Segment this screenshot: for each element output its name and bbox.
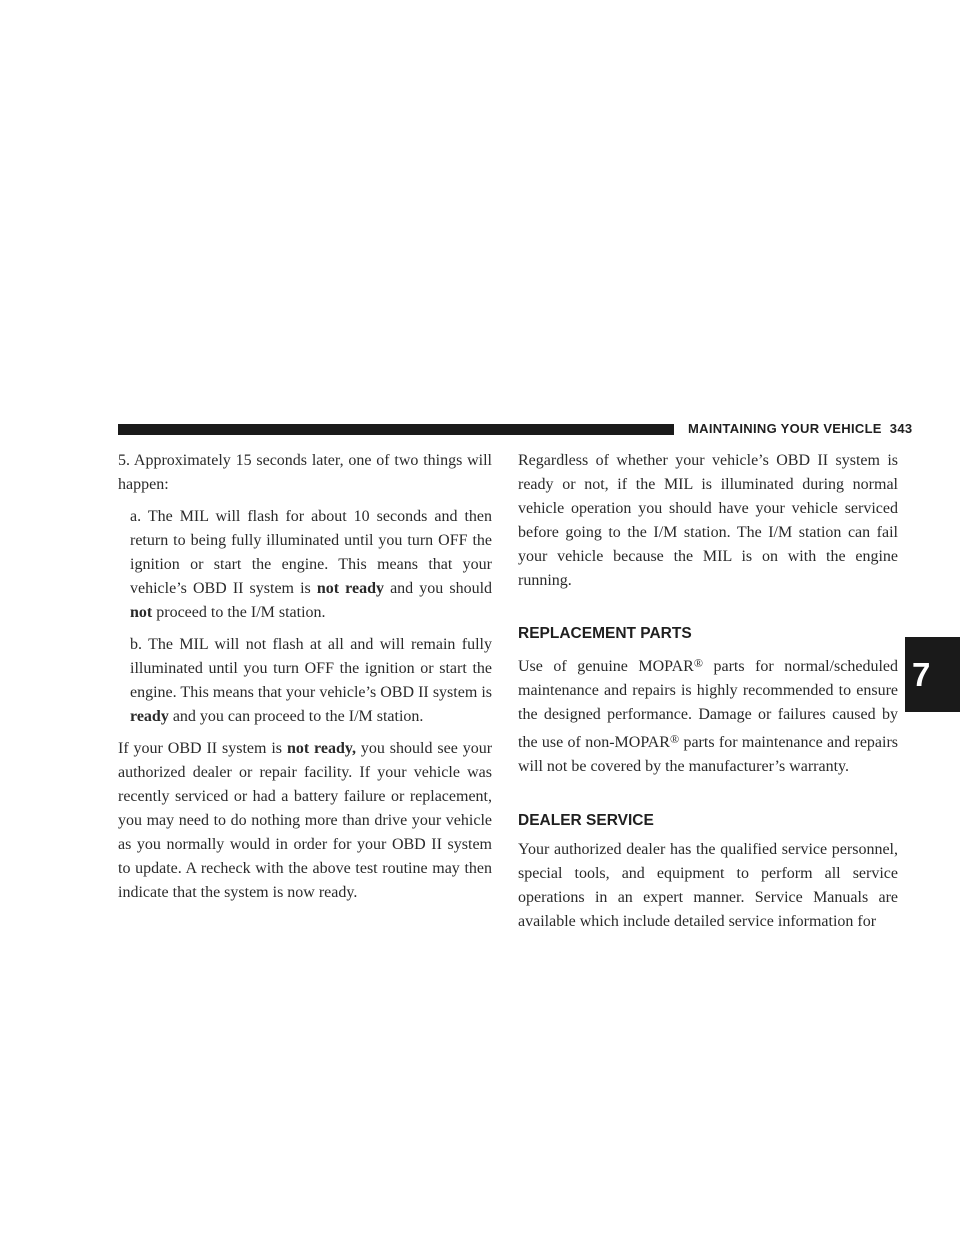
- replacement-parts-heading: REPLACEMENT PARTS: [518, 625, 692, 642]
- not-emphasis: not: [130, 604, 153, 621]
- ready-emphasis: ready: [130, 708, 169, 725]
- not-ready-paragraph: If your OBD II system is not ready, you should see your authorized dealer or repair facility. If your vehicle was recently serviced or had a battery failure or replacement, you may need to do nothing more than drive your vehicle as you normally would in order for your OBD II system to update. A recheck with the above test routine may then indicate that the system is now ready.: [118, 740, 493, 901]
- right-column: [518, 449, 898, 934]
- replacement-parts-paragraph: Use of genuine MOPAR® parts for normal/scheduled maintenance and repairs is highly recommended to ensure the designed performance. Damage or failures caused by the use of non-MOPAR® parts for maintenance and repairs will not be covered by the manufacturer’s warranty.: [518, 656, 899, 775]
- mil-illuminated-paragraph: Regardless of whether your vehicle’s OBD II system is ready or not, if the MIL is illuminated during normal vehicle operation you should have your vehicle serviced before going to the I/M station. The I/M station can fail your vehicle because the MIL is on with the engine running.: [518, 452, 898, 589]
- chapter-tab: 7: [905, 637, 960, 712]
- substep-b-paragraph: b. The MIL will not flash at all and will remain fully illuminated until you turn OFF the ignition or start the engine. This means that your vehicle’s OBD II system is ready and you can proceed to the I/M station.: [130, 636, 492, 725]
- header-rule: [118, 424, 674, 435]
- step-5-paragraph: 5. Approximately 15 seconds later, one of two things will happen:: [118, 452, 492, 493]
- page-number: 343: [889, 421, 913, 436]
- section-title: MAINTAINING YOUR VEHICLE: [688, 421, 882, 436]
- dealer-service-paragraph: Your authorized dealer has the qualified service personnel, special tools, and equipment to perform all service operations in an expert manner. Service Manuals are available which include detailed service information for: [518, 841, 898, 930]
- not-ready-emphasis: not ready: [316, 580, 384, 597]
- registered-mark-2: ®: [669, 732, 680, 746]
- substep-a-paragraph: a. The MIL will flash for about 10 seconds and then return to being fully illuminated until you turn OFF the ignition or start the engine. This means that your vehicle’s OBD II system is not ready and you should not proceed to the I/M station.: [130, 508, 493, 621]
- running-header: [688, 421, 913, 436]
- left-column: [118, 449, 492, 905]
- registered-mark: ®: [693, 656, 703, 670]
- dealer-service-heading: DEALER SERVICE: [518, 812, 654, 829]
- not-ready-emphasis-2: not ready,: [286, 740, 356, 757]
